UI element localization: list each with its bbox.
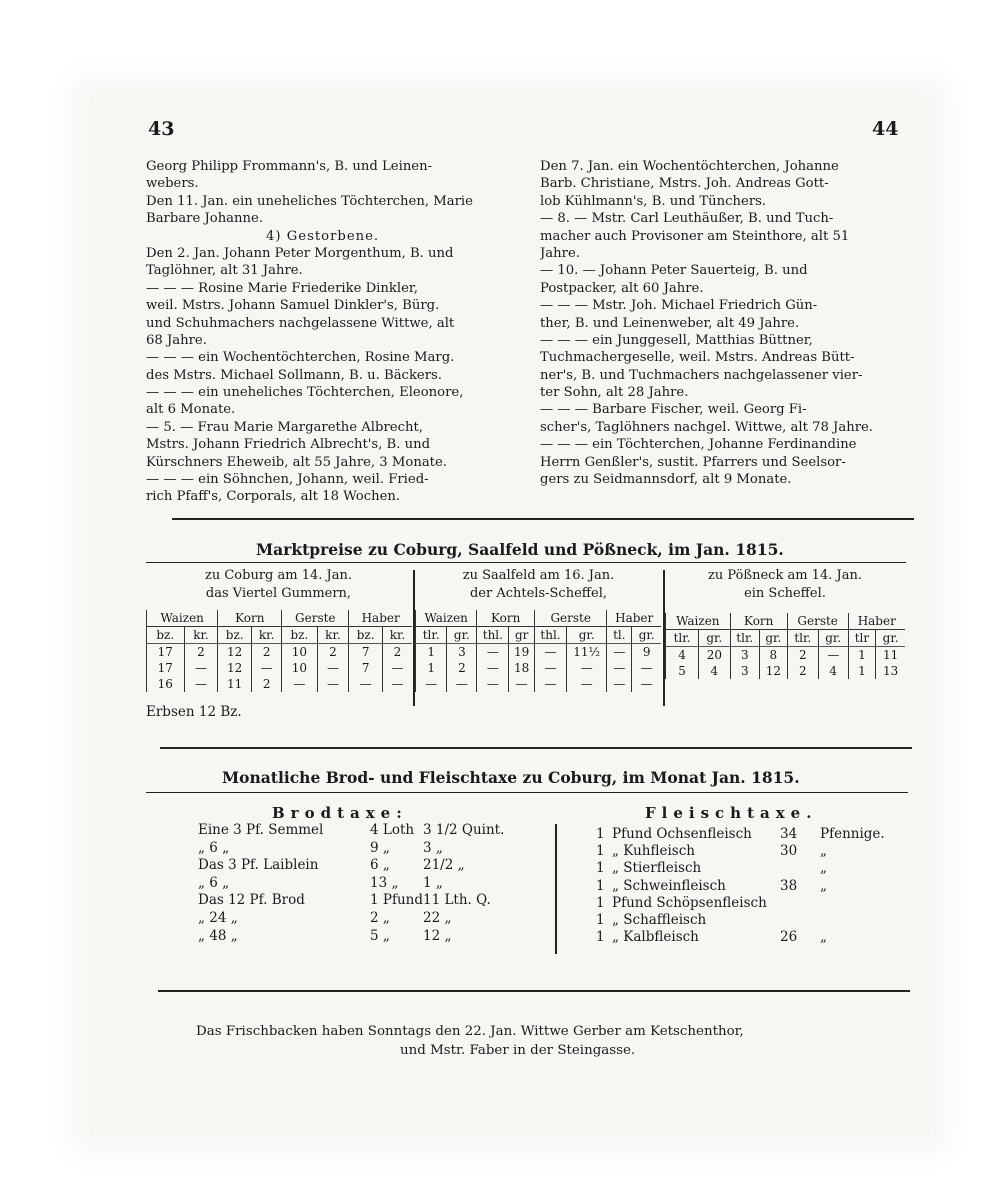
text-line: Mstrs. Johann Friedrich Albrecht's, B. und — [146, 437, 431, 453]
price-cell: — — [818, 647, 848, 664]
price-cell: — — [184, 676, 218, 692]
good-header: Korn — [218, 610, 282, 627]
text-line: Kürschners Eheweib, alt 55 Jahre, 3 Monate. — [146, 454, 447, 470]
fleisch-cell: Pfennige. — [820, 826, 885, 842]
price-cell: 2 — [787, 663, 818, 679]
price-cell: 2 — [184, 644, 218, 661]
text-line: 4) Gestorbene. — [266, 228, 380, 244]
text-line: Jahre. — [540, 245, 580, 261]
fleisch-cell: Pfund Ochsenfleisch — [612, 826, 752, 842]
price-cell: 3 — [447, 644, 477, 661]
price-cell: — — [477, 644, 509, 661]
text-line: ther, B. und Leinenweber, alt 49 Jahre. — [540, 315, 800, 331]
fleisch-cell: 34 — [780, 826, 798, 842]
price-cell: 2 — [447, 660, 477, 676]
price-cell: — — [477, 676, 509, 692]
text-line: Den 2. Jan. Johann Peter Morgenthum, B. und — [146, 245, 454, 261]
fleisch-cell: „ — [820, 843, 827, 860]
brod-cell: 6 „ — [370, 857, 390, 874]
text-line: Postpacker, alt 60 Jahre. — [540, 280, 704, 296]
price-row — [147, 660, 413, 676]
brod-cell: Das 12 Pf. Brod — [198, 892, 305, 909]
text-line: — — — Rosine Marie Friederike Dinkler, — [146, 280, 418, 296]
price-cell: 20 — [699, 647, 731, 664]
text-line: — — — ein Söhnchen, Johann, weil. Fried- — [146, 472, 429, 488]
price-cell: 16 — [147, 676, 185, 692]
good-header: Korn — [477, 610, 535, 627]
price-cell: 11 — [876, 647, 905, 664]
brod-cell: „ 48 „ — [198, 927, 238, 944]
price-cell: 19 — [509, 644, 535, 661]
price-row — [666, 647, 906, 664]
text-line: Georg Philipp Frommann's, B. und Leinen- — [146, 159, 433, 174]
price-cell: — — [382, 676, 412, 692]
page-number-right: 44 — [872, 118, 899, 140]
unit-cell: tlr. — [787, 630, 818, 647]
text-line: rich Pfaff's, Corporals, alt 18 Wochen. — [146, 489, 401, 505]
price-cell: — — [447, 676, 477, 692]
brod-cell: 1 „ — [423, 874, 443, 891]
divider-rule-2 — [160, 747, 912, 749]
price-cell: — — [382, 660, 412, 676]
text-line: Taglöhner, alt 31 Jahre. — [146, 263, 303, 279]
coburg-header-1: zu Coburg am 14. Jan. — [205, 568, 352, 583]
price-cell: — — [632, 660, 661, 676]
divider-rule-3 — [158, 990, 910, 992]
price-cell: 2 — [787, 647, 818, 664]
price-cell: 17 — [147, 644, 185, 661]
brod-cell: „ 6 „ — [198, 874, 230, 891]
price-cell: 1 — [848, 663, 876, 679]
good-header: Haber — [607, 610, 661, 627]
brod-cell: 9 „ — [370, 839, 390, 856]
page-number-left: 43 — [148, 118, 175, 140]
brod-cell: 5 „ — [370, 927, 390, 944]
fleisch-cell: „ — [820, 929, 827, 946]
price-cell: — — [317, 676, 349, 692]
good-header: Gerste — [535, 610, 607, 627]
price-cell: 3 — [730, 663, 759, 679]
price-cell: 2 — [382, 644, 412, 661]
price-cell: 4 — [818, 663, 848, 679]
price-cell: — — [317, 660, 349, 676]
text-line: — 5. — Frau Marie Margarethe Albrecht, — [146, 419, 423, 435]
text-line: — 10. — Johann Peter Sauerteig, B. und — [540, 263, 808, 279]
text-line: — — — ein Wochentöchterchen, Rosine Marg. — [146, 350, 455, 366]
price-cell: 18 — [509, 660, 535, 676]
unit-cell: gr. — [566, 627, 606, 644]
text-line: ner's, B. und Tuchmachers nachgelassener vier- — [540, 367, 863, 383]
unit-cell: bz. — [282, 627, 317, 644]
unit-cell: gr. — [876, 630, 905, 647]
text-line: — — — Barbare Fischer, weil. Georg Fi- — [540, 402, 807, 418]
price-cell: 4 — [699, 663, 731, 679]
good-header: Waizen — [666, 613, 731, 630]
fleisch-cell: „ — [820, 877, 827, 894]
unit-cell: thl. — [535, 627, 567, 644]
price-row — [416, 644, 662, 661]
fleisch-cell: 1 — [596, 877, 605, 894]
text-line: ter Sohn, alt 28 Jahre. — [540, 385, 689, 401]
good-header: Haber — [349, 610, 412, 627]
brod-cell: Eine 3 Pf. Semmel — [198, 822, 324, 838]
tax-title: Monatliche Brod- und Fleischtaxe zu Coburg, im Monat Jan. 1815. — [222, 768, 800, 787]
price-cell: 9 — [632, 644, 661, 661]
price-cell: 17 — [147, 660, 185, 676]
unit-cell: tl. — [607, 627, 632, 644]
price-cell: 2 — [252, 676, 282, 692]
price-cell: 7 — [349, 644, 383, 661]
text-line: Barb. Christiane, Mstrs. Joh. Andreas Gott- — [540, 176, 829, 192]
price-cell: 2 — [317, 644, 349, 661]
coburg-price-table — [146, 610, 412, 692]
price-cell: 13 — [876, 663, 905, 679]
text-line: und Schuhmachers nachgelassene Wittwe, alt — [146, 315, 455, 331]
text-line: — — — ein Junggesell, Matthias Büttner, — [540, 332, 813, 348]
unit-cell: gr. — [632, 627, 661, 644]
text-line: Herrn Genßler's, sustit. Pfarrers und Seelsor- — [540, 454, 846, 470]
fleisch-cell: 1 — [596, 843, 605, 860]
unit-cell: gr. — [759, 630, 787, 647]
price-cell: 1 — [416, 644, 447, 661]
brod-cell: 13 „ — [370, 874, 399, 891]
unit-cell: bz. — [147, 627, 185, 644]
price-cell: — — [566, 676, 606, 692]
good-header: Korn — [730, 613, 787, 630]
price-cell: 3 — [730, 647, 759, 664]
brodtaxe-heading: Brodtaxe: — [272, 804, 408, 822]
price-row — [147, 676, 413, 692]
price-cell: 5 — [666, 663, 699, 679]
fleisch-cell: 26 — [780, 929, 798, 946]
coburg-header-2: das Viertel Gummern, — [205, 586, 352, 601]
price-cell: — — [416, 676, 447, 692]
fleisch-cell: „ Stierfleisch — [612, 860, 702, 877]
text-line: Tuchmachergeselle, weil. Mstrs. Andreas Bütt- — [540, 350, 855, 366]
brod-cell: „ 6 „ — [198, 839, 230, 856]
fleisch-cell: 38 — [780, 877, 798, 894]
good-header: Gerste — [787, 613, 848, 630]
brod-cell: Das 3 Pf. Laiblein — [198, 857, 319, 874]
price-cell: — — [535, 660, 567, 676]
text-line: — — — ein uneheliches Töchterchen, Eleonore, — [146, 385, 464, 401]
price-cell: 1 — [416, 660, 447, 676]
unit-cell: kr. — [252, 627, 282, 644]
price-cell: — — [282, 676, 317, 692]
unit-cell: bz. — [349, 627, 383, 644]
unit-cell: gr. — [818, 630, 848, 647]
price-cell: — — [349, 676, 383, 692]
price-cell: — — [184, 660, 218, 676]
unit-cell: gr — [509, 627, 535, 644]
brod-cell: 3 „ — [423, 839, 443, 856]
good-header: Gerste — [282, 610, 349, 627]
brod-cell: 1 Pfund — [370, 892, 423, 909]
text-line: des Mstrs. Michael Sollmann, B. u. Bäckers. — [146, 367, 443, 383]
unit-cell: thl. — [477, 627, 509, 644]
price-row — [147, 644, 413, 661]
poessneck-price-table — [665, 613, 905, 679]
footer-line-2: und Mstr. Faber in der Steingasse. — [400, 1043, 636, 1058]
price-cell: — — [566, 660, 606, 676]
price-cell: — — [607, 660, 632, 676]
poessneck-header-1: zu Pößneck am 14. Jan. — [708, 568, 862, 583]
left-text-column — [146, 158, 526, 506]
good-header: Waizen — [147, 610, 218, 627]
price-row — [416, 676, 662, 692]
price-cell: — — [252, 660, 282, 676]
fleisch-cell: 30 — [780, 843, 798, 860]
unit-cell: tlr — [848, 630, 876, 647]
text-line: — 8. — Mstr. Carl Leuthäußer, B. und Tuch- — [540, 211, 834, 227]
brod-cell: 11 Lth. Q. — [423, 892, 491, 909]
price-cell: 10 — [282, 644, 317, 661]
price-cell: 4 — [666, 647, 699, 664]
brod-cell: 21/2 „ — [423, 857, 465, 874]
tax-title-rule — [146, 792, 908, 793]
text-line: Den 11. Jan. ein uneheliches Töchterchen, Marie — [146, 193, 473, 209]
price-cell: 12 — [218, 644, 252, 661]
price-cell: — — [607, 644, 632, 661]
brod-cell: 22 „ — [423, 910, 452, 926]
text-line: 68 Jahre. — [146, 332, 207, 348]
footer-line-1: Das Frischbacken haben Sonntags den 22. Jan. Wittwe Gerber am Ketschenthor, — [196, 1024, 744, 1039]
fleisch-cell: „ Schaffleisch — [612, 912, 707, 928]
text-line: Barbare Johanne. — [146, 211, 264, 227]
good-header: Haber — [848, 613, 905, 630]
price-cell: 8 — [759, 647, 787, 664]
fleischtaxe-heading: Fleischtaxe. — [645, 804, 818, 822]
fleisch-cell: „ Kuhfleisch — [612, 843, 695, 860]
text-line: — — — Mstr. Joh. Michael Friedrich Gün- — [540, 298, 818, 314]
brod-cell: 4 Loth — [370, 822, 415, 838]
fleisch-cell: 1 — [596, 929, 605, 946]
fleisch-cell: „ Kalbfleisch — [612, 929, 699, 946]
price-cell: — — [477, 660, 509, 676]
price-cell: — — [509, 676, 535, 692]
price-cell: — — [535, 676, 567, 692]
price-cell: 10 — [282, 660, 317, 676]
price-cell: — — [632, 676, 661, 692]
brod-cell: „ 24 „ — [198, 910, 238, 926]
fleisch-cell: 1 — [596, 912, 605, 928]
unit-cell: bz. — [218, 627, 252, 644]
unit-cell: tlr. — [666, 630, 699, 647]
fleisch-cell: 1 — [596, 894, 605, 911]
text-line: lob Kühlmann's, B. und Tünchers. — [540, 193, 767, 209]
price-cell: 11 — [218, 676, 252, 692]
unit-cell: gr. — [699, 630, 731, 647]
price-cell: — — [607, 676, 632, 692]
text-line: — — — ein Töchterchen, Johanne Ferdinandine — [540, 437, 857, 453]
fleisch-cell: 1 — [596, 826, 605, 842]
text-line: webers. — [146, 176, 199, 192]
unit-cell: tlr. — [730, 630, 759, 647]
text-line: macher auch Provisoner am Steinthore, alt 51 — [540, 228, 850, 244]
price-row — [666, 663, 906, 679]
market-note: Erbsen 12 Bz. — [146, 704, 242, 720]
price-cell: 7 — [349, 660, 383, 676]
divider-rule — [172, 518, 914, 520]
market-prices-title: Marktpreise zu Coburg, Saalfeld und Pößneck, im Jan. 1815. — [256, 540, 784, 559]
brod-cell: 12 „ — [423, 927, 452, 944]
price-cell: — — [535, 644, 567, 661]
price-cell: 2 — [252, 644, 282, 661]
fleisch-cell: „ — [820, 860, 827, 877]
text-line: alt 6 Monate. — [146, 402, 236, 418]
poessneck-header-2: ein Scheffel. — [744, 586, 826, 601]
fleisch-cell: „ Schweinfleisch — [612, 877, 726, 894]
unit-cell: gr. — [447, 627, 477, 644]
brod-cell: 2 „ — [370, 910, 390, 926]
text-line: scher's, Taglöhners nachgel. Wittwe, alt 78 Jahre. — [540, 419, 874, 435]
price-cell: 11½ — [566, 644, 606, 661]
market-title-rule — [146, 562, 906, 563]
good-header: Waizen — [416, 610, 477, 627]
right-text-column — [540, 158, 925, 488]
text-line: Den 7. Jan. ein Wochentöchterchen, Johanne — [540, 159, 839, 174]
unit-cell: kr. — [184, 627, 218, 644]
text-line: gers zu Seidmannsdorf, alt 9 Monate. — [540, 472, 792, 488]
price-cell: 12 — [218, 660, 252, 676]
saalfeld-price-table — [415, 610, 661, 692]
text-line: weil. Mstrs. Johann Samuel Dinkler's, Bürg. — [146, 298, 440, 314]
unit-cell: kr. — [317, 627, 349, 644]
brod-cell: 3 1/2 Quint. — [423, 822, 505, 838]
unit-cell: tlr. — [416, 627, 447, 644]
saalfeld-header-2: der Achtels-Scheffel, — [469, 586, 607, 601]
fleisch-cell: Pfund Schöpsenfleisch — [612, 894, 767, 911]
price-cell: 12 — [759, 663, 787, 679]
price-cell: 1 — [848, 647, 876, 664]
tax-divider — [555, 824, 557, 954]
unit-cell: kr. — [382, 627, 412, 644]
saalfeld-header-1: zu Saalfeld am 16. Jan. — [462, 568, 615, 583]
fleisch-cell: 1 — [596, 860, 605, 877]
price-row — [416, 660, 662, 676]
